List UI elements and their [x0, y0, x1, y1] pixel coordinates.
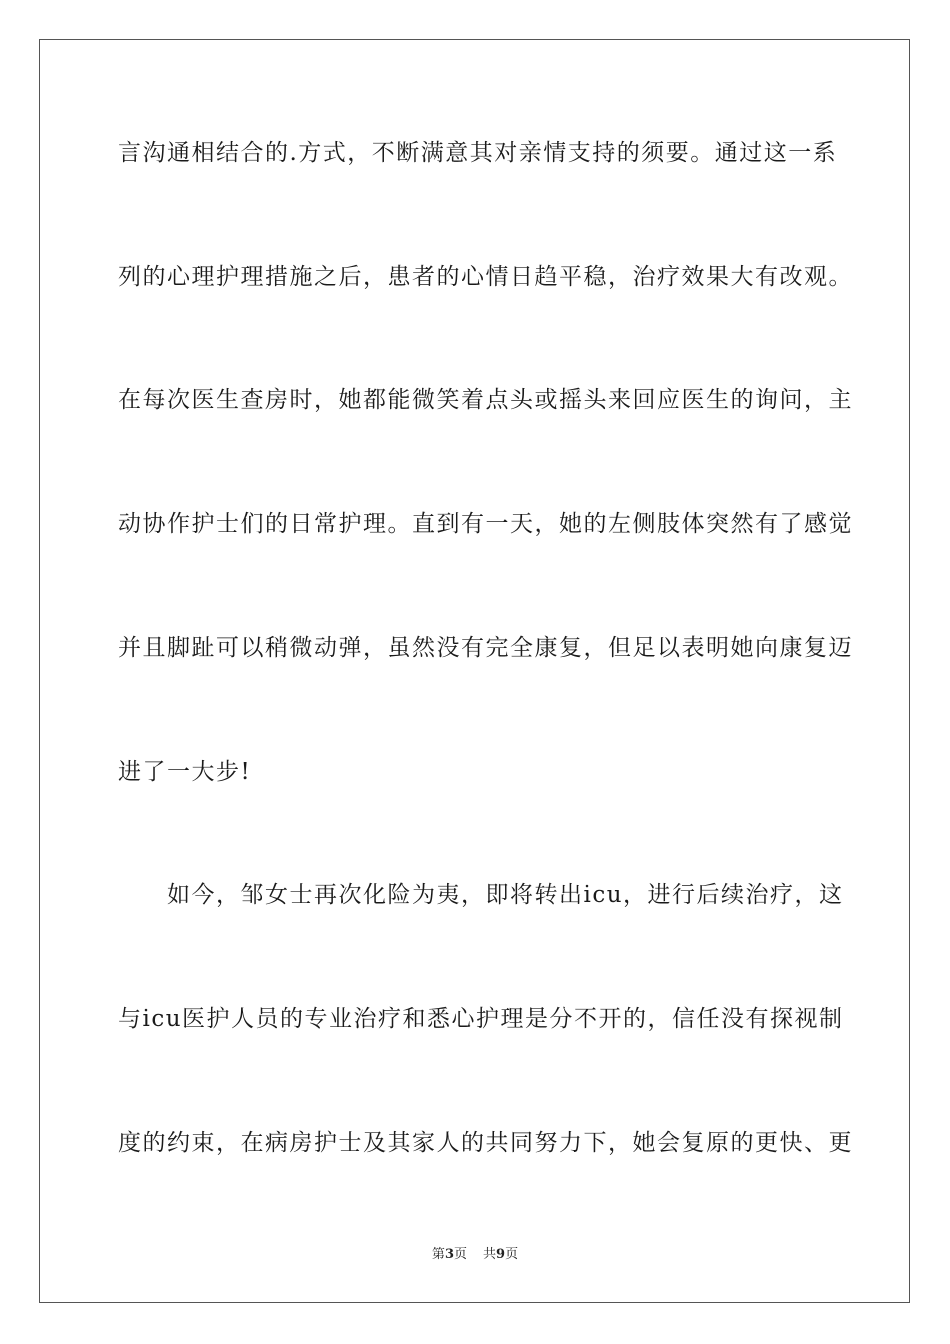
body-text-line-3: 在每次医生查房时，她都能微笑着点头或摇头来回应医生的询问，主: [118, 387, 853, 413]
page-footer: [0, 1246, 950, 1264]
total-suffix: 页: [505, 1247, 519, 1262]
body-text-line-1: 言沟通相结合的.方式，不断满意其对亲情支持的须要。通过这一系: [118, 140, 838, 166]
body-text-line-7: 如今，邹女士再次化险为夷，即将转出icu，进行后续治疗，这: [118, 882, 844, 908]
total-pages: 9: [496, 1247, 506, 1262]
page-prefix: 第: [431, 1247, 445, 1262]
body-text-line-4: 动协作护士们的日常护理。直到有一天，她的左侧肢体突然有了感觉: [118, 511, 853, 537]
page-border: [39, 39, 910, 1303]
total-prefix: 共: [483, 1247, 497, 1262]
body-text-line-5: 并且脚趾可以稍微动弹，虽然没有完全康复，但足以表明她向康复迈: [118, 635, 853, 661]
body-text-line-8: 与icu医护人员的专业治疗和悉心护理是分不开的，信任没有探视制: [118, 1006, 844, 1032]
body-text-line-2: 列的心理护理措施之后，患者的心情日趋平稳，治疗效果大有改观。: [118, 264, 853, 290]
body-text-line-6: 进了一大步!: [118, 759, 252, 785]
body-text-line-9: 度的约束，在病房护士及其家人的共同努力下，她会复原的更快、更: [118, 1130, 853, 1156]
page-suffix: 页: [453, 1247, 467, 1262]
page-number: 3: [444, 1247, 454, 1262]
